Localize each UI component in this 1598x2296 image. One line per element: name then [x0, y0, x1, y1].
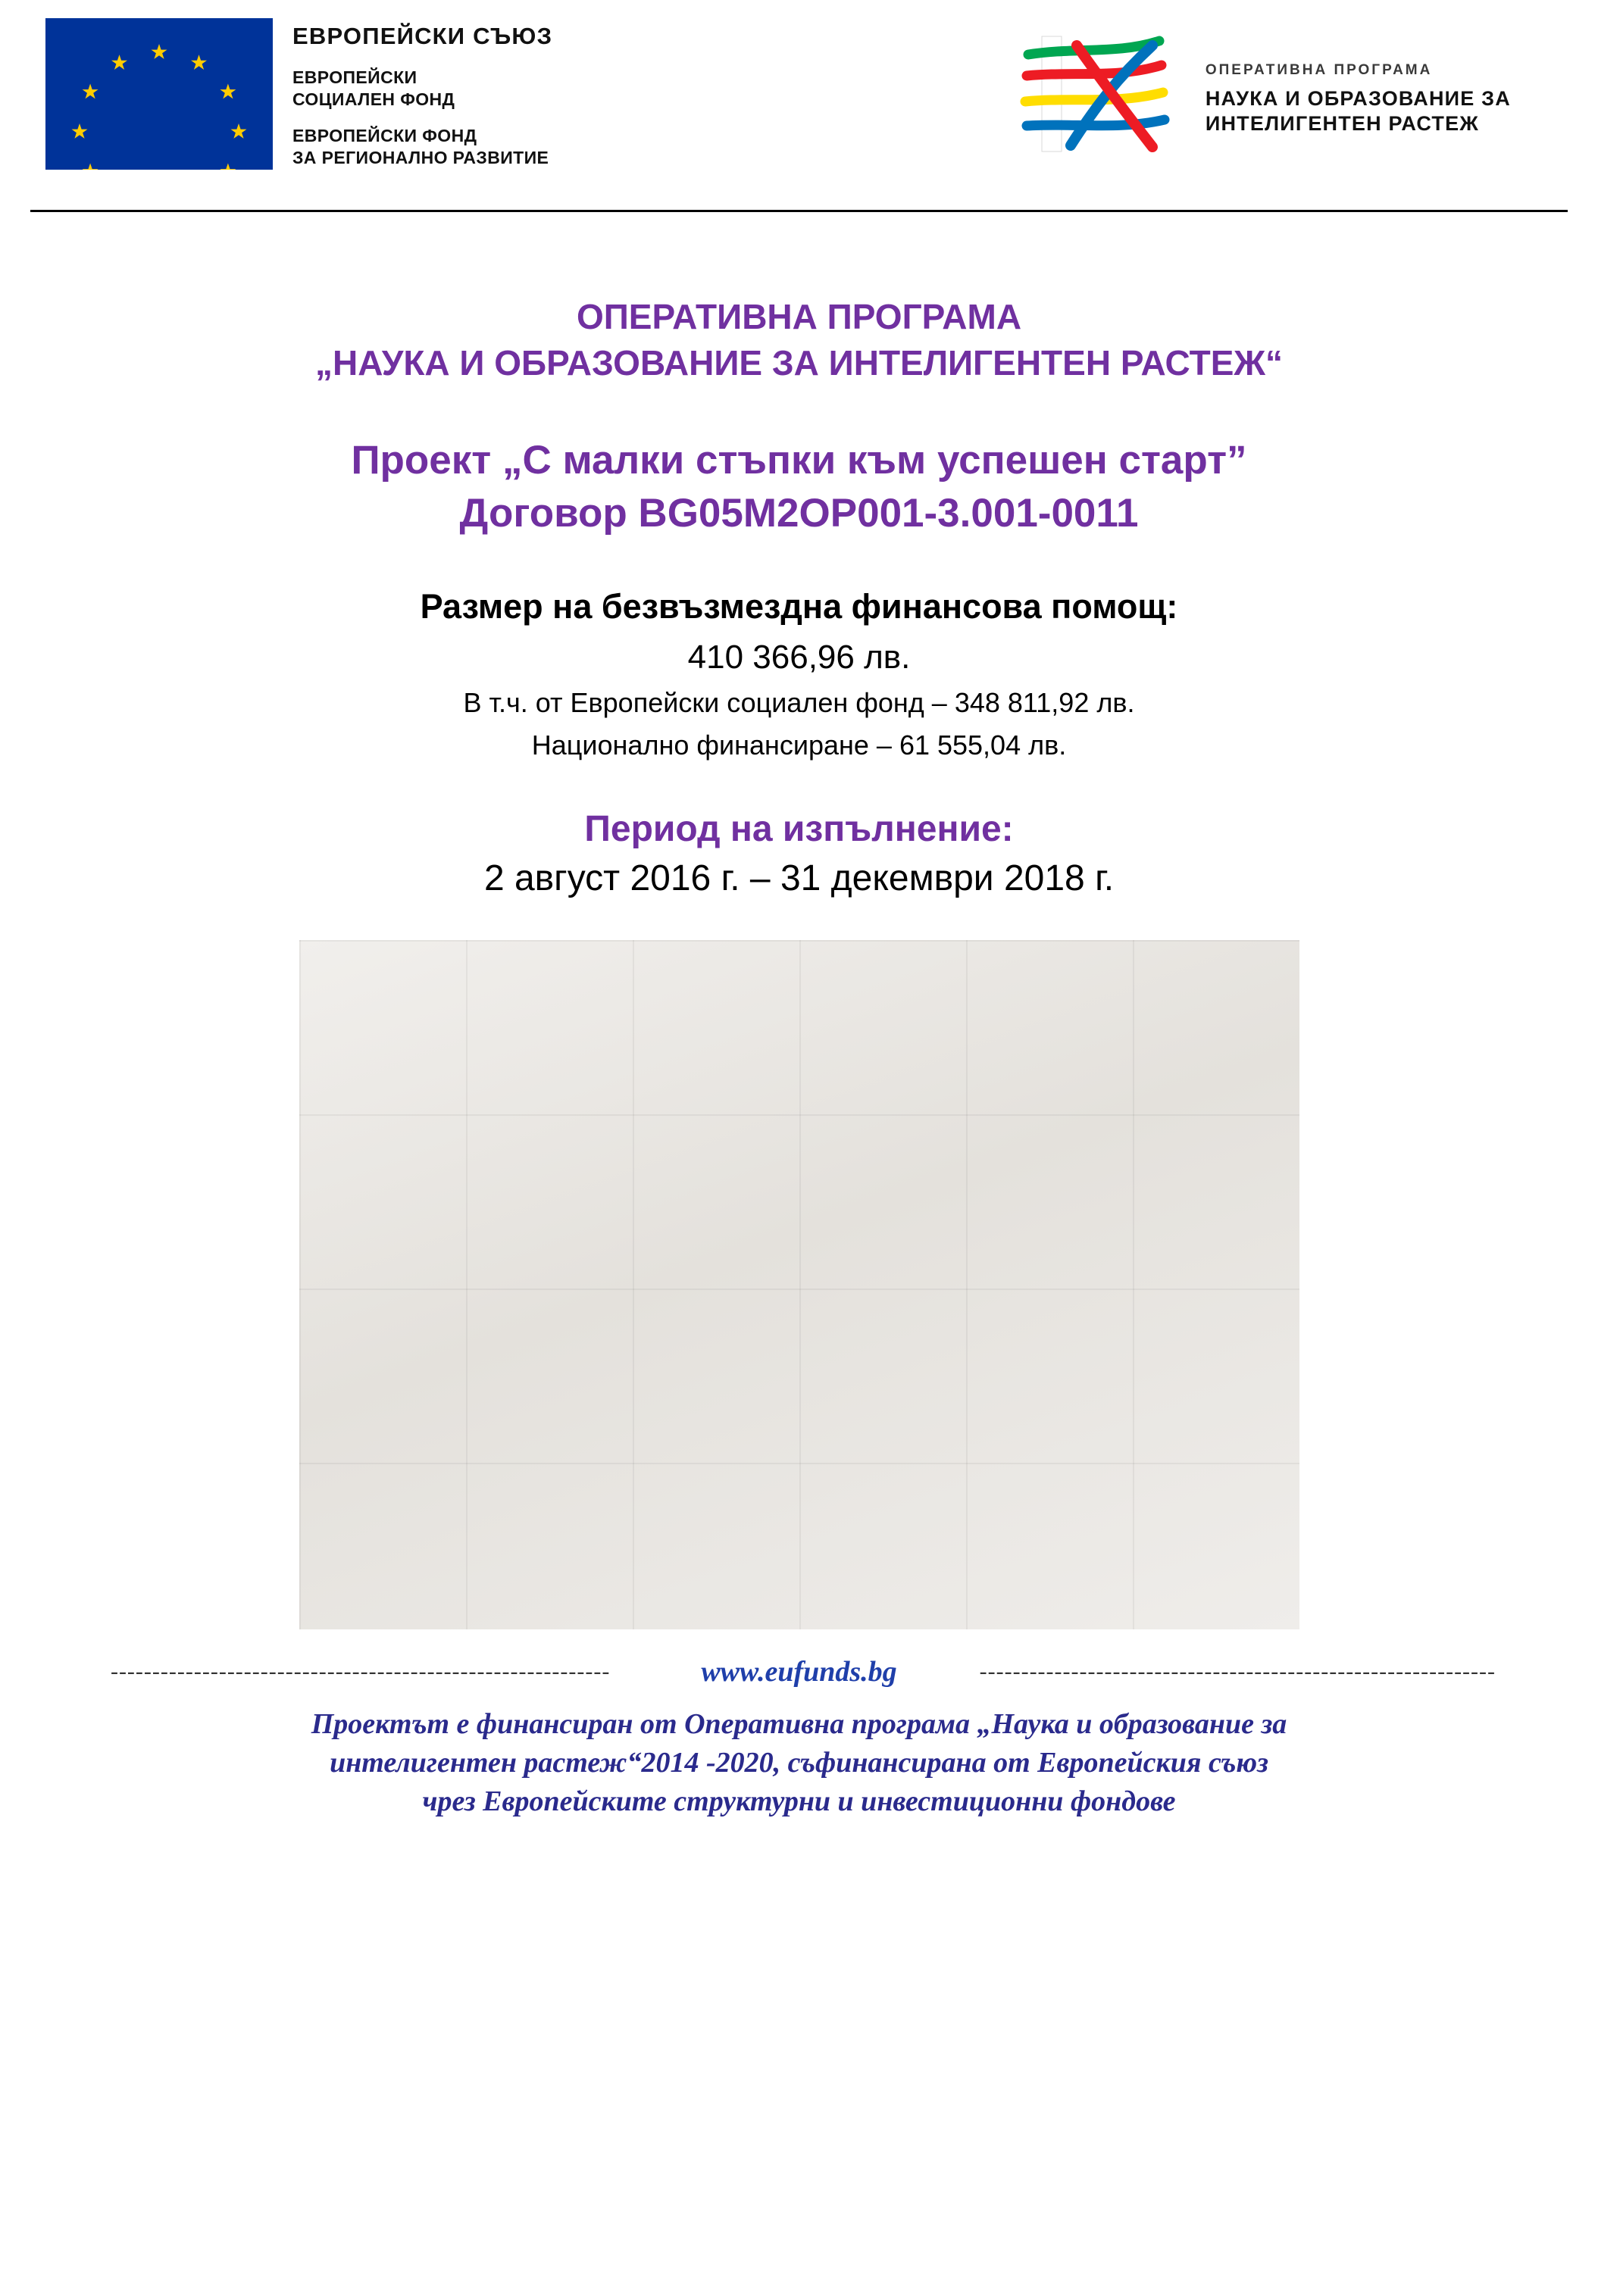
funding-disclaimer-line2: интелигентен растеж“2014 -2020, съфинансирана от Европейския съюз — [330, 1747, 1268, 1779]
grant-amount: 410 366,96 лв. — [687, 639, 911, 676]
dashes-left: ------------------------------------------------------------ — [110, 1659, 611, 1685]
header-divider — [30, 210, 1568, 212]
eu-erdf-line2: ЗА РЕГИОНАЛНО РАЗВИТИЕ — [292, 148, 549, 168]
document-body — [0, 294, 1598, 1629]
program-title — [61, 294, 1537, 386]
eu-text-block — [292, 18, 552, 183]
children-photo — [299, 940, 1299, 1629]
eu-erdf-label — [292, 125, 552, 170]
eu-esf-line1: ЕВРОПЕЙСКИ — [292, 67, 417, 87]
header-logos-row — [45, 18, 1553, 208]
grant-national-share: Национално финансиране – 61 555,04 лв. — [531, 729, 1067, 761]
project-name: Проект „С малки стъпки към успешен старт” — [351, 438, 1247, 483]
op-small-label: ОПЕРАТИВНА ПРОГРАМА — [1205, 62, 1433, 78]
dashes-right: -------------------------------------------------------------- — [979, 1659, 1496, 1685]
eufunds-link[interactable]: www.eufunds.bg — [701, 1656, 897, 1688]
eu-erdf-line1: ЕВРОПЕЙСКИ ФОНД — [292, 125, 477, 145]
contract-number: Договор BG05M2OP001-3.001-0011 — [459, 491, 1139, 536]
program-title-line2: „НАУКА И ОБРАЗОВАНИЕ ЗА ИНТЕЛИГЕНТЕН РАСТЕЖ“ — [315, 342, 1283, 383]
op-big-line2: ИНТЕЛИГЕНТЕН РАСТЕЖ — [1205, 111, 1479, 135]
document-footer — [0, 1655, 1598, 1841]
op-big-label — [1206, 86, 1511, 136]
grant-label: Размер на безвъзмездна финансова помощ: — [420, 587, 1178, 626]
op-text-block — [1206, 32, 1511, 136]
program-title-line1: ОПЕРАТИВНА ПРОГРАМА — [576, 297, 1022, 336]
project-title — [61, 434, 1537, 540]
eu-flag-icon — [45, 18, 273, 170]
funding-disclaimer-line3: чрез Европейските структурни и инвестиционни фондове — [422, 1785, 1176, 1818]
period-label: Период на изпълнение: — [584, 809, 1014, 850]
funding-disclaimer-line1: Проектът е финансиран от Оперативна програма „Наука и образование за — [311, 1708, 1287, 1741]
document-header — [0, 0, 1598, 220]
eu-emblem-block — [45, 18, 552, 183]
period-value: 2 август 2016 г. – 31 декември 2018 г. — [483, 858, 1115, 899]
eu-esf-label — [292, 67, 552, 111]
website-line — [30, 1655, 1568, 1688]
grant-esf-share: В т.ч. от Европейски социален фонд – 348 811,92 лв. — [463, 687, 1135, 719]
op-logo-block — [1004, 18, 1553, 157]
eu-esf-line2: СОЦИАЛЕН ФОНД — [292, 89, 455, 110]
eu-title: ЕВРОПЕЙСКИ СЪЮЗ — [292, 23, 553, 49]
photo-floor-background — [299, 940, 1299, 1629]
op-science-education-logo-icon — [1004, 32, 1186, 157]
op-big-line1: НАУКА И ОБРАЗОВАНИЕ ЗА — [1205, 87, 1511, 110]
funding-disclaimer — [30, 1705, 1568, 1821]
